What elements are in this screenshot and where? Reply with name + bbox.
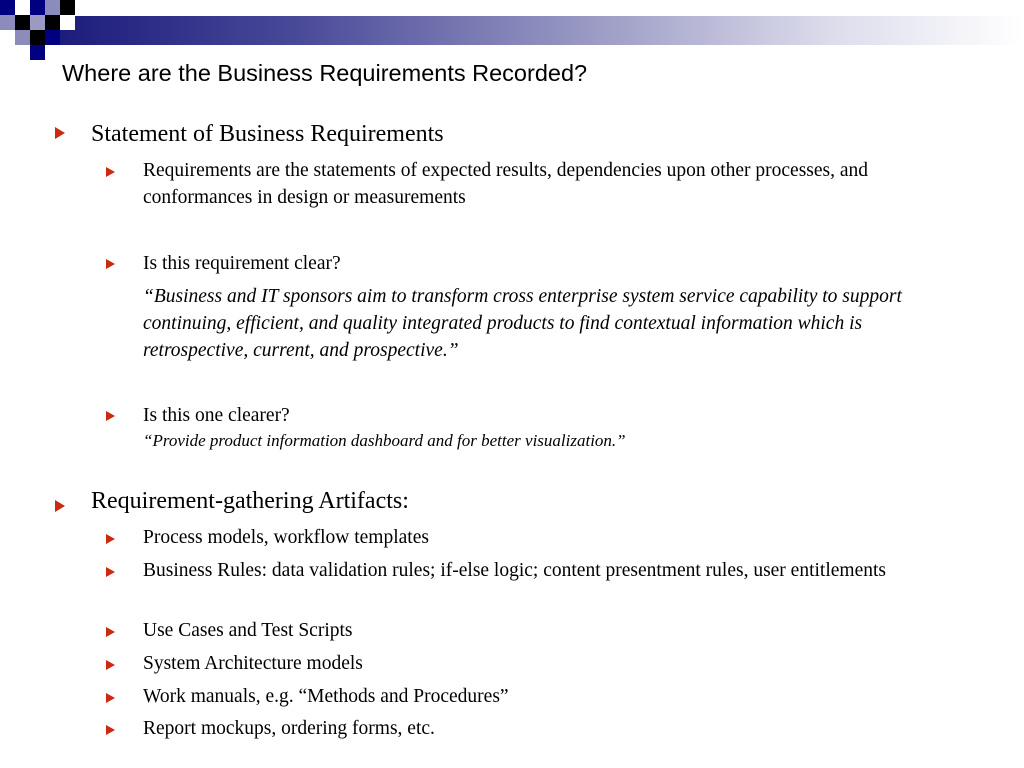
bullet-icon <box>106 411 115 421</box>
list-item: Business Rules: data validation rules; if-else logic; content presentment rules, user entitlements <box>143 560 886 581</box>
requirement-quote-short: “Provide product information dashboard and for better visualization.” <box>143 431 626 450</box>
bullet-icon <box>106 534 115 544</box>
list-item-text: Is this one clearer? <box>143 405 290 426</box>
list-item: Use Cases and Test Scripts <box>143 620 353 641</box>
list-item <box>143 402 943 453</box>
list-item: Is this requirement clear? <box>143 253 341 274</box>
slide-title: Where are the Business Requirements Recorded? <box>62 60 588 86</box>
bullet-icon <box>106 693 115 703</box>
list-item: Report mockups, ordering forms, etc. <box>143 718 435 739</box>
section-heading-artifacts: Requirement-gathering Artifacts: <box>91 488 409 514</box>
list-item: Work manuals, e.g. “Methods and Procedures” <box>143 686 509 707</box>
section-heading-statement: Statement of Business Requirements <box>91 121 444 147</box>
list-item: Process models, workflow templates <box>143 527 429 548</box>
list-item: System Architecture models <box>143 653 363 674</box>
bullet-icon <box>106 660 115 670</box>
bullet-icon <box>55 127 65 139</box>
bullet-icon <box>106 259 115 269</box>
bullet-icon <box>106 627 115 637</box>
bullet-icon <box>55 500 65 512</box>
requirement-quote: “Business and IT sponsors aim to transform cross enterprise system service capability to support continuing, efficient, and quality integrated products to find contextual information which is retrospective, current, and prospective.” <box>143 286 902 361</box>
bullet-icon <box>106 167 115 177</box>
list-item: Requirements are the statements of expected results, dependencies upon other processes, and conformances in design or measurements <box>143 160 869 208</box>
bullet-icon <box>106 567 115 577</box>
bullet-icon <box>106 725 115 735</box>
